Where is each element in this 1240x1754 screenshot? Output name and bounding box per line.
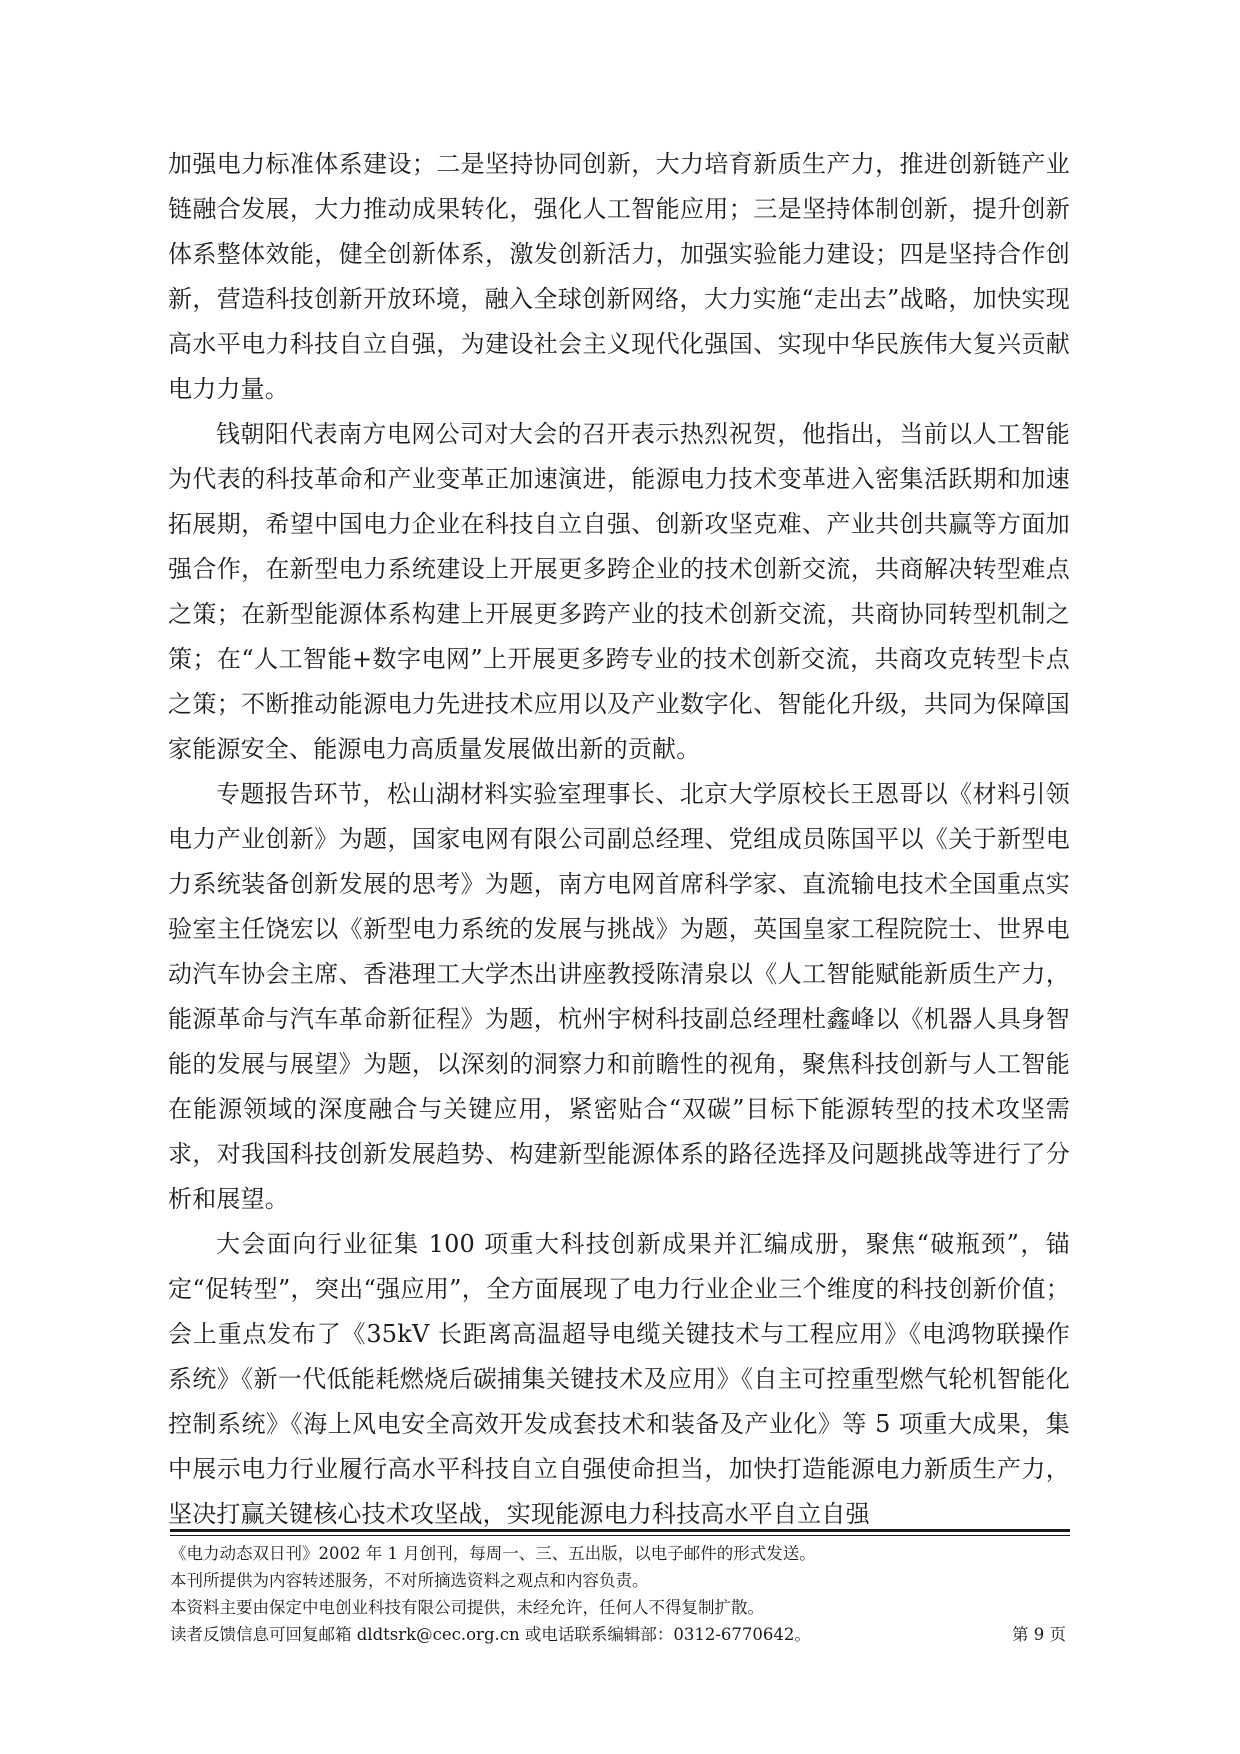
paragraph-special-reports: 专题报告环节，松山湖材料实验室理事长、北京大学原校长王恩哥以《材料引领电力产业创新》为题，国家电网有限公司副总经理、党组成员陈国平以《关于新型电力系统装备创新发展的思考》为题，南方电网首席科学家、直流输电技术全国重点实验室主任饶宏以《新型电力系统的发展与挑战》为题，英国皇家工程院院士、世界电动汽车协会主席、香港理工大学杰出讲座教授陈清泉以《人工智能赋能新质生产力，能源革命与汽车革命新征程》为题，杭州宇树科技副总经理杜鑫峰以《机器人具身智能的发展与展望》为题，以深刻的洞察力和前瞻性的视角，聚焦科技创新与人工智能在能源领域的深度融合与关键应用，紧密贴合“双碳”目标下能源转型的技术攻坚需求，对我国科技创新发展趋势、构建新型能源体系的路径选择及问题挑战等进行了分析和展望。 xyxy=(168,780,1070,1213)
paragraph-qian-chaoyang: 钱朝阳代表南方电网公司对大会的召开表示热烈祝贺，他指出，当前以人工智能为代表的科技革命和产业变革正加速演进，能源电力技术变革进入密集活跃期和加速拓展期，希望中国电力企业在科技自立自强、创新攻坚克难、产业共创共赢等方面加强合作，在新型电力系统建设上开展更多跨企业的技术创新交流，共商解决转型难点之策；在新型能源体系构建上开展更多跨产业的技术创新交流，共商协同转型机制之策；在“人工智能+数字电网”上开展更多跨专业的技术创新交流，共商攻克转型卡点之策；不断推动能源电力先进技术应用以及产业数字化、智能化升级，共同为保障国家能源安全、能源电力高质量发展做出新的贡献。 xyxy=(168,420,1070,763)
article-body xyxy=(168,142,1070,1537)
footer-publication-info: 《电力动态双日刊》2002 年 1 月创刊，每周一、三、五出版，以电子邮件的形式发送。 xyxy=(170,1544,816,1563)
page-footer xyxy=(170,1540,1070,1648)
footer-divider-thin xyxy=(170,1535,1070,1536)
paragraph-major-achievements: 大会面向行业征集 100 项重大科技创新成果并汇编成册，聚焦“破瓶颈”，锚定“促转型”，突出“强应用”，全方面展现了电力行业企业三个维度的科技创新价值；会上重点发布了《35kV 长距离高温超导电缆关键技术与工程应用》《电鸿物联操作系统》《新一代低能耗燃烧后碳捕集关键技术及应用》《自主可控重型燃气轮机智能化控制系统》《海上风电安全高效开发成套技术和装备及产业化》等 5 项重大成果，集中展示电力行业履行高水平科技自立自强使命担当，加快打造能源电力新质生产力，坚决打赢关键核心技术攻坚战，实现能源电力科技高水平自立自强 xyxy=(168,1230,1070,1528)
footer-contact-row xyxy=(170,1621,1070,1648)
footer-contact: 读者反馈信息可回复邮箱 dldtsrk@cec.org.cn 或电话联系编辑部：0312-6770642。 xyxy=(170,1625,811,1644)
footer-disclaimer: 本刊所提供为内容转述服务，不对所摘选资料之观点和内容负责。 xyxy=(170,1571,649,1590)
page-number: 第 9 页 xyxy=(1012,1625,1066,1644)
footer-divider-thick xyxy=(170,1529,1070,1532)
paragraph-continued: 加强电力标准体系建设；二是坚持协同创新，大力培育新质生产力，推进创新链产业链融合发展，大力推动成果转化，强化人工智能应用；三是坚持体制创新，提升创新体系整体效能，健全创新体系，激发创新活力，加强实验能力建设；四是坚持合作创新，营造科技创新开放环境，融入全球创新网络，大力实施“走出去”战略，加快实现高水平电力科技自立自强，为建设社会主义现代化强国、实现中华民族伟大复兴贡献电力力量。 xyxy=(168,150,1070,403)
footer-copyright: 本资料主要由保定中电创业科技有限公司提供，未经允许，任何人不得复制扩散。 xyxy=(170,1598,764,1617)
